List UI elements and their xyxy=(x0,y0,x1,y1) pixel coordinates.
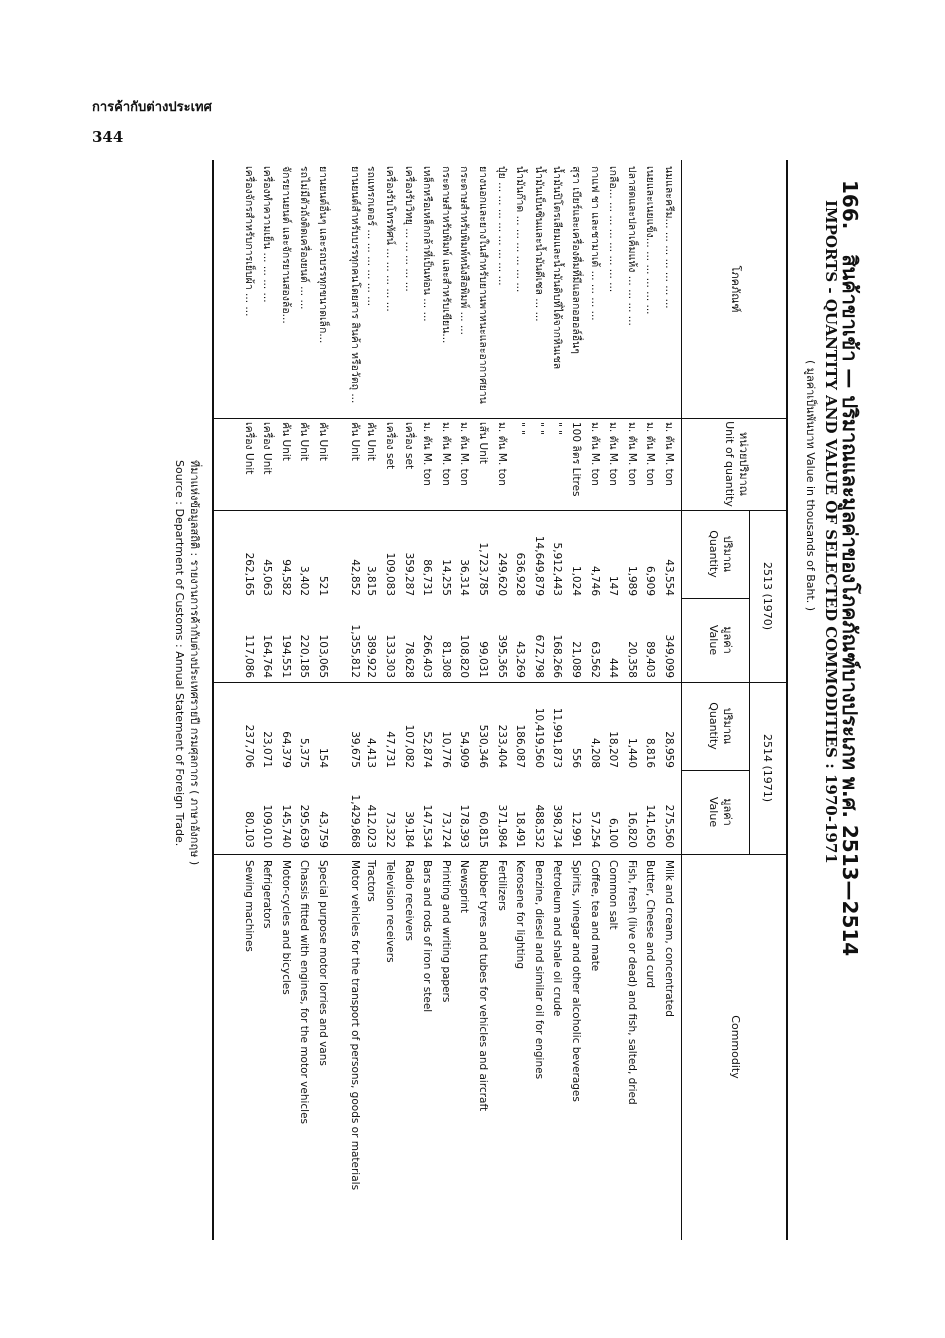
quantity-1970-cell: 86,731 xyxy=(421,559,434,596)
value-1970-cell: 1,355,812 xyxy=(348,624,361,678)
value-1971-cell: 18,491 xyxy=(514,811,527,848)
value-1971-cell: 16,820 xyxy=(625,811,638,848)
unit-cell: ม. ตัน M. ton xyxy=(644,422,657,486)
value-1971-cell: 145,740 xyxy=(279,804,292,848)
header-quantity-en: Quantity xyxy=(707,702,720,750)
table-row xyxy=(313,160,332,1240)
commodity-thai-cell: รถแทรกเตอร์ ... ... ... ... ... ... xyxy=(365,166,378,307)
value-1971-cell: 1,429,868 xyxy=(348,794,361,848)
commodity-en-cell: Coffee, tea and mate xyxy=(588,860,601,972)
commodity-en-cell: Petroleum and shale oil crude xyxy=(551,860,564,1017)
quantity-1970-cell: 43,554 xyxy=(663,559,675,596)
table-row xyxy=(566,160,585,1240)
table-row xyxy=(529,160,548,1240)
commodity-thai-cell: ปลาสดและปลาเค็มแห้ง ... ... ... ... xyxy=(625,166,638,326)
commodity-en-cell: Radio receivers xyxy=(402,860,415,942)
unit-cell: เครื่อง set xyxy=(402,422,415,470)
table-row xyxy=(239,160,258,1240)
unit-cell: เครื่อง Unit xyxy=(261,422,274,475)
table-title-english: IMPORTS - QUANTITY AND VALUE OF SELECTED COMMODITIES : 1970-1971 xyxy=(822,200,840,864)
unit-cell: " " xyxy=(514,422,527,435)
quantity-1970-cell: 6,909 xyxy=(644,565,657,596)
commodity-thai-cell: เนยและเนยแข็ง... ... ... ... ... ... xyxy=(644,166,657,315)
unit-cell: คัน Unit xyxy=(279,422,292,461)
value-1970-cell: 20,358 xyxy=(625,641,638,678)
value-1970-cell: 21,089 xyxy=(570,641,583,678)
quantity-1971-cell: 10,419,560 xyxy=(532,707,545,768)
commodity-en-cell: Milk and cream, concentrated xyxy=(663,860,675,1017)
value-1970-cell: 395,365 xyxy=(495,634,508,678)
unit-cell: " " xyxy=(532,422,545,435)
commodity-en-cell: Fertilizers xyxy=(495,860,508,911)
header-quantity-thai: ปริมาณ xyxy=(721,535,734,573)
unit-cell: เครื่อง set xyxy=(384,422,397,470)
quantity-1971-cell: 11,991,873 xyxy=(551,707,564,768)
commodity-thai-cell: นมและครีม... ... ... ... ... ... ... xyxy=(663,166,675,309)
quantity-1971-cell: 54,909 xyxy=(458,731,471,768)
commodity-en-cell: Refrigerators xyxy=(261,860,274,929)
table-row xyxy=(332,160,362,1240)
header-rule xyxy=(749,510,750,854)
table-row xyxy=(399,160,418,1240)
table-row xyxy=(585,160,604,1240)
commodity-thai-cell: เหล็กหรือเหล็กกล้าที่เป็นท่อน ... ... xyxy=(421,166,434,322)
commodity-en-cell: Benzine, diesel and similar oil for engines xyxy=(532,860,545,1080)
rotated-table-page xyxy=(120,160,880,1260)
quantity-1970-cell: 359,287 xyxy=(402,552,415,596)
value-1971-cell: 147,534 xyxy=(421,804,434,848)
value-1970-cell: 117,086 xyxy=(242,634,255,678)
value-1971-cell: 371,984 xyxy=(495,804,508,848)
value-1970-cell: 220,185 xyxy=(298,634,311,678)
commodity-en-cell: Spirits, vinegar and other alcoholic beverages xyxy=(570,860,583,1102)
commodity-en-cell: Kerosene for lighting xyxy=(514,860,527,969)
quantity-1971-cell: 28,959 xyxy=(663,731,675,768)
table-number: 166. xyxy=(838,180,862,230)
header-value-thai: มูลค่า xyxy=(721,798,734,826)
unit-cell: " " xyxy=(551,422,564,435)
value-1971-cell: 43,759 xyxy=(316,811,329,848)
page-number: 344 xyxy=(92,128,124,146)
commodity-thai-cell: กระดาษสำหรับพิมพ์ และสำหรับเขียน... xyxy=(439,166,452,344)
header-value-1971 xyxy=(706,770,734,854)
quantity-1970-cell: 36,314 xyxy=(458,559,471,596)
quantity-1970-cell: 147 xyxy=(607,575,620,596)
commodity-thai-cell: ยานยนต์อื่นๆ และรถบรรทุกขนาดเล็ก... xyxy=(316,166,329,344)
table-row xyxy=(362,160,381,1240)
quantity-1970-cell: 45,063 xyxy=(261,559,274,596)
quantity-1971-cell: 154 xyxy=(316,747,329,768)
quantity-1971-cell: 4,413 xyxy=(365,737,378,768)
value-1971-cell: 488,532 xyxy=(532,804,545,848)
quantity-1971-cell: 64,379 xyxy=(279,731,292,768)
value-1971-cell: 73,724 xyxy=(439,811,452,848)
header-value-en: Value xyxy=(707,796,720,828)
unit-cell: เครื่อง Unit xyxy=(242,422,255,475)
header-value-1970 xyxy=(706,598,734,682)
header-value-en: Value xyxy=(707,624,720,656)
value-1970-cell: 444 xyxy=(607,657,620,678)
header-unit-thai: หน่วยปริมาณ xyxy=(737,432,750,496)
header-rule xyxy=(681,160,682,1240)
section-header: การค้ากับต่างประเทศ xyxy=(92,100,212,115)
table-row xyxy=(381,160,400,1240)
value-1970-cell: 43,269 xyxy=(514,641,527,678)
value-1970-cell: 194,551 xyxy=(279,634,292,678)
value-1971-cell: 275,560 xyxy=(663,804,675,848)
commodity-en-cell: Motor vehicles for the transport of persons, goods or materials xyxy=(348,860,361,1191)
quantity-1970-cell: 1,723,785 xyxy=(477,542,490,596)
header-commodity-thai: โภคภัณฑ์ xyxy=(729,265,742,313)
header-quantity-en: Quantity xyxy=(707,530,720,578)
value-1970-cell: 63,562 xyxy=(588,641,601,678)
quantity-1970-cell: 4,746 xyxy=(588,565,601,596)
commodity-en-cell: Butter, Cheese and curd xyxy=(644,860,657,989)
unit-cell: ม. ตัน M. ton xyxy=(458,422,471,486)
commodity-thai-cell: รถไม่มีตัวถังติดเครื่องยนต์ ... ... xyxy=(298,166,311,310)
table-row xyxy=(473,160,492,1240)
value-1971-cell: 80,103 xyxy=(242,811,255,848)
unit-cell: คัน Unit xyxy=(365,422,378,461)
value-1970-cell: 99,031 xyxy=(477,641,490,678)
value-1970-cell: 78,628 xyxy=(402,641,415,678)
commodity-thai-cell: กาแฟ ชา และชามาเต้ ... ... ... ... xyxy=(588,166,601,321)
value-1970-cell: 266,403 xyxy=(421,634,434,678)
commodity-thai-cell: น้ำมันปิโตรเลียมและน้ำมันดิบที่ได้จากหินเชล xyxy=(551,166,564,370)
commodity-thai-cell: เกลือ... ... ... ... ... ... ... ... xyxy=(607,166,620,293)
commodity-en-cell: Newsprint xyxy=(458,860,471,914)
value-1971-cell: 73,322 xyxy=(384,811,397,848)
table-row xyxy=(659,160,678,1240)
value-1971-cell: 60,815 xyxy=(477,811,490,848)
commodity-en-cell: Chassis fitted with engines, for the motor vehicles xyxy=(298,860,311,1125)
value-1970-cell: 349,099 xyxy=(663,634,675,678)
quantity-1970-cell: 249,620 xyxy=(495,552,508,596)
commodity-en-cell: Sewing machines xyxy=(242,860,255,952)
value-1971-cell: 398,734 xyxy=(551,804,564,848)
quantity-1971-cell: 18,207 xyxy=(607,731,620,768)
quantity-1971-cell: 237,706 xyxy=(242,724,255,768)
commodity-en-cell: Common salt xyxy=(607,860,620,930)
value-1971-cell: 295,639 xyxy=(298,804,311,848)
header-unit-en: Unit of quantity xyxy=(723,421,736,507)
header-quantity-1971 xyxy=(706,682,734,770)
quantity-1970-cell: 3,402 xyxy=(298,565,311,596)
table-row xyxy=(604,160,623,1240)
commodity-en-cell: Special purpose motor lorries and vans xyxy=(316,860,329,1066)
commodity-en-cell: Fish, fresh (live or dead) and fish, salted, dried xyxy=(625,860,638,1105)
commodity-table xyxy=(212,160,788,1240)
table-row xyxy=(511,160,530,1240)
quantity-1971-cell: 8,816 xyxy=(644,737,657,768)
quantity-1970-cell: 14,649,879 xyxy=(532,535,545,596)
table-row xyxy=(418,160,437,1240)
commodity-en-cell: Printing and writing papers xyxy=(439,860,452,1003)
quantity-1971-cell: 4,208 xyxy=(588,737,601,768)
footer-source-en: Source : Department of Customs : Annual Statement of Foreign Trade. xyxy=(173,460,186,847)
value-1971-cell: 412,023 xyxy=(365,804,378,848)
quantity-1971-cell: 556 xyxy=(570,747,583,768)
commodity-thai-cell: ยางนอกและยางในสำหรับยานพาหนะและอากาศยาน xyxy=(477,166,490,404)
table-row xyxy=(455,160,474,1240)
header-unit xyxy=(722,418,750,510)
quantity-1970-cell: 5,912,443 xyxy=(551,542,564,596)
quantity-1970-cell: 3,815 xyxy=(365,565,378,596)
value-1971-cell: 39,184 xyxy=(402,811,415,848)
quantity-1970-cell: 521 xyxy=(316,575,329,596)
quantity-1970-cell: 636,928 xyxy=(514,552,527,596)
title-thai-text: สินค้าขาเข้า — ปริมาณและมูลค่าของโภคภัณฑ์บางประเภท พ.ศ. 2513—2514 xyxy=(838,254,862,957)
unit-cell: คัน Unit xyxy=(298,422,311,461)
unit-cell: ม. ตัน M. ton xyxy=(421,422,434,486)
header-quantity-1970 xyxy=(706,510,734,598)
quantity-1971-cell: 186,087 xyxy=(514,724,527,768)
commodity-thai-cell: เครื่องรับโทรทัศน์ ... ... ... ... ... xyxy=(384,166,397,312)
footer-source-thai: ที่มาแห่งข้อมูลสถิติ : รายงานการค้ากับต่างประเทศรายปี กรมศุลกากร ( ภาษาอังกฤษ ) xyxy=(188,460,201,866)
quantity-1970-cell: 1,024 xyxy=(570,565,583,596)
value-1971-cell: 12,991 xyxy=(570,811,583,848)
quantity-1971-cell: 5,375 xyxy=(298,737,311,768)
header-quantity-thai: ปริมาณ xyxy=(721,707,734,745)
value-1970-cell: 168,266 xyxy=(551,634,564,678)
commodity-thai-cell: เครื่องรับวิทยุ ... ... ... ... ... xyxy=(402,166,415,292)
commodity-thai-cell: กระดาษสำหรับพิมพ์หนังสือพิมพ์ ... ... xyxy=(458,166,471,335)
commodity-en-cell: Bars and rods of iron or steel xyxy=(421,860,434,1013)
table-row xyxy=(436,160,455,1240)
quantity-1971-cell: 1,440 xyxy=(625,737,638,768)
commodity-en-cell: Rubber tyres and tubes for vehicles and aircraft xyxy=(477,860,490,1112)
unit-cell: ม. ตัน M. ton xyxy=(439,422,452,486)
value-1971-cell: 141,650 xyxy=(644,804,657,848)
table-row xyxy=(258,160,277,1240)
table-row xyxy=(276,160,295,1240)
header-year-1970: 2513 (1970) xyxy=(761,561,774,631)
value-1970-cell: 133,303 xyxy=(384,634,397,678)
value-1970-cell: 103,065 xyxy=(316,634,329,678)
table-row xyxy=(295,160,314,1240)
quantity-1971-cell: 39,675 xyxy=(348,731,361,768)
quantity-1971-cell: 530,346 xyxy=(477,724,490,768)
quantity-1971-cell: 52,874 xyxy=(421,731,434,768)
quantity-1970-cell: 1,989 xyxy=(625,565,638,596)
commodity-en-cell: Tractors xyxy=(365,860,378,902)
unit-cell: 100 ลิตร Litres xyxy=(570,422,583,497)
value-1970-cell: 672,798 xyxy=(532,634,545,678)
table-body xyxy=(239,160,678,1240)
quantity-1970-cell: 109,083 xyxy=(384,552,397,596)
value-1971-cell: 57,254 xyxy=(588,811,601,848)
unit-cell: เส้น Unit xyxy=(477,422,490,464)
value-1970-cell: 81,308 xyxy=(439,641,452,678)
table-row xyxy=(622,160,641,1240)
commodity-thai-cell: สุรา เบียร์และเครื่องดื่มที่มีแอลกอฮอล์อื่นๆ xyxy=(570,166,583,354)
value-1970-cell: 108,820 xyxy=(458,634,471,678)
value-1971-cell: 6,100 xyxy=(607,817,620,848)
quantity-1971-cell: 23,071 xyxy=(261,731,274,768)
quantity-1970-cell: 42,852 xyxy=(348,559,361,596)
table-row xyxy=(548,160,567,1240)
unit-cell: ม. ตัน M. ton xyxy=(625,422,638,486)
value-1971-cell: 178,393 xyxy=(458,804,471,848)
table-row xyxy=(641,160,660,1240)
commodity-thai-cell: ยานยนต์สำหรับบรรทุกคนโดยสาร สินค้า หรือวัตถุ ... xyxy=(348,166,361,404)
value-1971-cell: 109,010 xyxy=(261,804,274,848)
commodity-en-cell: Television receivers xyxy=(384,860,397,963)
quantity-1971-cell: 107,082 xyxy=(402,724,415,768)
value-1970-cell: 389,922 xyxy=(365,634,378,678)
unit-cell: ม. ตัน M. ton xyxy=(663,422,675,486)
commodity-en-cell: Motor-cycles and bicycles xyxy=(279,860,292,995)
quantity-1970-cell: 262,165 xyxy=(242,552,255,596)
quantity-1970-cell: 14,255 xyxy=(439,559,452,596)
commodity-thai-cell: ปุ๋ย ... ... ... ... ... ... ... ... xyxy=(495,166,508,286)
quantity-1970-cell: 94,582 xyxy=(279,559,292,596)
commodity-thai-cell: เครื่องทำความเย็น ... ... ... ... xyxy=(261,166,274,303)
unit-cell: ม. ตัน M. ton xyxy=(588,422,601,486)
header-year-1971: 2514 (1971) xyxy=(761,733,774,803)
header-commodity-en: Commodity xyxy=(729,1015,742,1079)
unit-cell: คัน Unit xyxy=(316,422,329,461)
quantity-1971-cell: 233,404 xyxy=(495,724,508,768)
table-subtitle: ( มูลค่าเป็นพันบาท Value in thousands of Baht. ) xyxy=(804,360,817,612)
commodity-thai-cell: จักรยานยนต์ และจักรยานสองล้อ... xyxy=(279,166,292,324)
unit-cell: ม. ตัน M. ton xyxy=(607,422,620,486)
quantity-1971-cell: 47,731 xyxy=(384,731,397,768)
unit-cell: คัน Unit xyxy=(348,422,361,461)
table-row xyxy=(492,160,511,1240)
unit-cell: ม. ตัน M. ton xyxy=(495,422,508,486)
value-1970-cell: 89,403 xyxy=(644,641,657,678)
commodity-thai-cell: เครื่องจักรสำหรับการเย็บผ้า ... ... xyxy=(242,166,255,317)
header-value-thai: มูลค่า xyxy=(721,626,734,654)
quantity-1971-cell: 10,776 xyxy=(439,731,452,768)
commodity-thai-cell: น้ำมันเบ็นซินและน้ำมันดีเซล ... ... xyxy=(532,166,545,322)
value-1970-cell: 164,764 xyxy=(261,634,274,678)
commodity-thai-cell: น้ำมันก๊าด ... ... ... ... ... ... xyxy=(514,166,527,293)
